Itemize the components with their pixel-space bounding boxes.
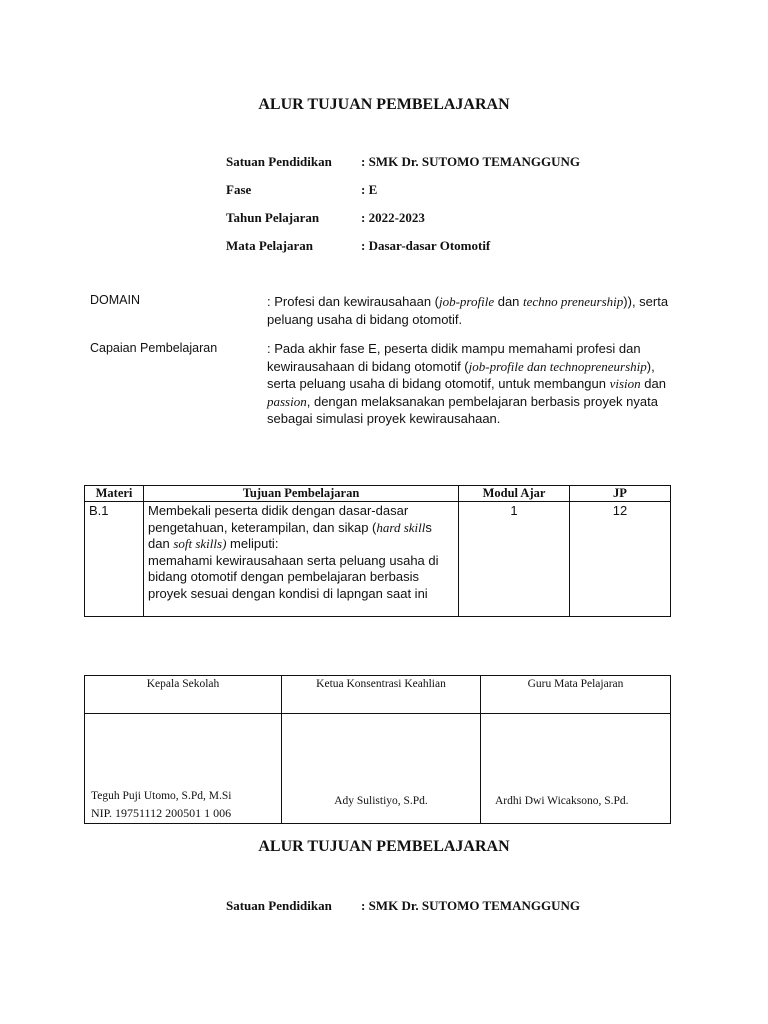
- sig-header-kepala: Kepala Sekolah: [85, 676, 282, 714]
- sig-nip-kepala: NIP. 19751112 200501 1 006: [91, 806, 232, 820]
- signature-table: [84, 675, 671, 824]
- sig-cell-kepala: [85, 714, 282, 824]
- sig-cell-ketua: [282, 714, 481, 824]
- table-header-row: [85, 486, 671, 502]
- info-value-fase: : E: [361, 182, 378, 197]
- capaian-text: : Pada akhir fase E, peserta didik mampu memahami profesi dan kewirausahaan di bidang otomotif (job-profile dan technopreneurship), serta peluang usaha di bidang otomotif, untuk membangun vision dan passion, dengan melaksanakan pembelajaran berbasis proyek nyata sebagai simulasi proyek kewirausahaan.: [267, 341, 666, 426]
- info-label-satuan-2: Satuan Pendidikan: [226, 898, 332, 913]
- signature-header-row: [85, 676, 671, 714]
- info-value-satuan: : SMK Dr. SUTOMO TEMANGGUNG: [361, 154, 580, 169]
- domain-text: : Profesi dan kewirausahaan (job-profile dan techno preneurship)), serta peluang usaha di bidang otomotif.: [267, 294, 669, 327]
- sig-name-ketua: Ady Sulistiyo, S.Pd.: [334, 795, 428, 807]
- cell-jp: 12: [570, 502, 671, 617]
- sig-name-kepala: Teguh Puji Utomo, S.Pd, M.Si: [91, 790, 232, 802]
- header-tujuan: Tujuan Pembelajaran: [144, 486, 459, 502]
- signature-row: [85, 714, 671, 824]
- page-title-2: ALUR TUJUAN PEMBELAJARAN: [258, 838, 510, 855]
- info-label-fase: Fase: [226, 182, 252, 197]
- capaian-label: Capaian Pembelajaran: [90, 341, 218, 355]
- cell-materi: B.1: [85, 502, 144, 617]
- info-label-tahun: Tahun Pelajaran: [226, 210, 320, 225]
- info-label-mapel: Mata Pelajaran: [226, 238, 314, 253]
- sig-header-guru: Guru Mata Pelajaran: [481, 676, 671, 714]
- tujuan-table: [84, 485, 671, 617]
- info-value-satuan-2: : SMK Dr. SUTOMO TEMANGGUNG: [361, 898, 580, 913]
- sig-header-ketua: Ketua Konsentrasi Keahlian: [282, 676, 481, 714]
- header-materi: Materi: [85, 486, 144, 502]
- header-modul: Modul Ajar: [459, 486, 570, 502]
- info-value-tahun: : 2022-2023: [361, 210, 425, 225]
- cell-tujuan: Membekali peserta didik dengan dasar-dasar pengetahuan, keterampilan, dan sikap (hard skills dan soft skills) meliputi: memahami kewirausahaan serta peluang usaha di bidang otomotif dengan pembelajaran berbasis proyek sesuai dengan kondisi di lapngan saat ini: [144, 502, 459, 617]
- info-label-satuan: Satuan Pendidikan: [226, 154, 332, 169]
- domain-label: DOMAIN: [90, 293, 140, 307]
- cell-modul: 1: [459, 502, 570, 617]
- sig-cell-guru: [481, 714, 671, 824]
- sig-name-guru: Ardhi Dwi Wicaksono, S.Pd.: [495, 795, 629, 807]
- table-row: [85, 502, 671, 617]
- header-jp: JP: [570, 486, 671, 502]
- info-value-mapel: : Dasar-dasar Otomotif: [361, 238, 491, 253]
- page-title: ALUR TUJUAN PEMBELAJARAN: [258, 96, 510, 113]
